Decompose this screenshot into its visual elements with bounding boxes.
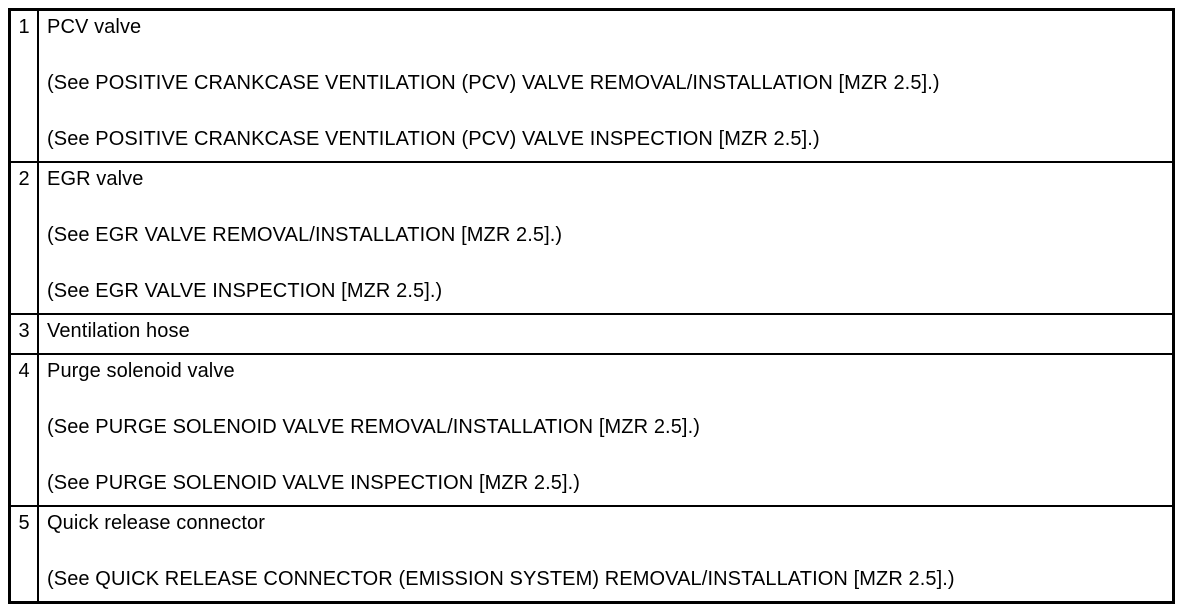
row-description-cell bbox=[39, 355, 1172, 505]
row-text-line: EGR valve bbox=[47, 168, 144, 190]
table-row bbox=[11, 163, 1172, 315]
row-text-line: Ventilation hose bbox=[47, 320, 190, 342]
row-number: 3 bbox=[11, 315, 39, 353]
row-number: 5 bbox=[11, 507, 39, 601]
row-number: 2 bbox=[11, 163, 39, 313]
row-text-line: (See QUICK RELEASE CONNECTOR (EMISSION SYSTEM) REMOVAL/INSTALLATION [MZR 2.5].) bbox=[47, 568, 955, 590]
row-text-line: PCV valve bbox=[47, 16, 142, 38]
row-description-cell bbox=[39, 507, 1172, 601]
row-text-line: Purge solenoid valve bbox=[47, 360, 235, 382]
row-text-line: (See POSITIVE CRANKCASE VENTILATION (PCV) VALVE INSPECTION [MZR 2.5].) bbox=[47, 128, 820, 150]
table-row bbox=[11, 315, 1172, 355]
row-text-line: (See POSITIVE CRANKCASE VENTILATION (PCV) VALVE REMOVAL/INSTALLATION [MZR 2.5].) bbox=[47, 72, 940, 94]
row-number: 1 bbox=[11, 11, 39, 161]
parts-table bbox=[8, 8, 1175, 604]
row-description-cell bbox=[39, 11, 1172, 161]
row-text-line: Quick release connector bbox=[47, 512, 265, 534]
row-text-line: (See PURGE SOLENOID VALVE REMOVAL/INSTALLATION [MZR 2.5].) bbox=[47, 416, 700, 438]
table-row bbox=[11, 507, 1172, 601]
table-row bbox=[11, 355, 1172, 507]
row-description-cell bbox=[39, 315, 1172, 353]
row-text-line: (See PURGE SOLENOID VALVE INSPECTION [MZR 2.5].) bbox=[47, 472, 581, 494]
row-description-cell bbox=[39, 163, 1172, 313]
row-number: 4 bbox=[11, 355, 39, 505]
row-text-line: (See EGR VALVE REMOVAL/INSTALLATION [MZR 2.5].) bbox=[47, 224, 563, 246]
table-row bbox=[11, 11, 1172, 163]
row-text-line: (See EGR VALVE INSPECTION [MZR 2.5].) bbox=[47, 280, 443, 302]
